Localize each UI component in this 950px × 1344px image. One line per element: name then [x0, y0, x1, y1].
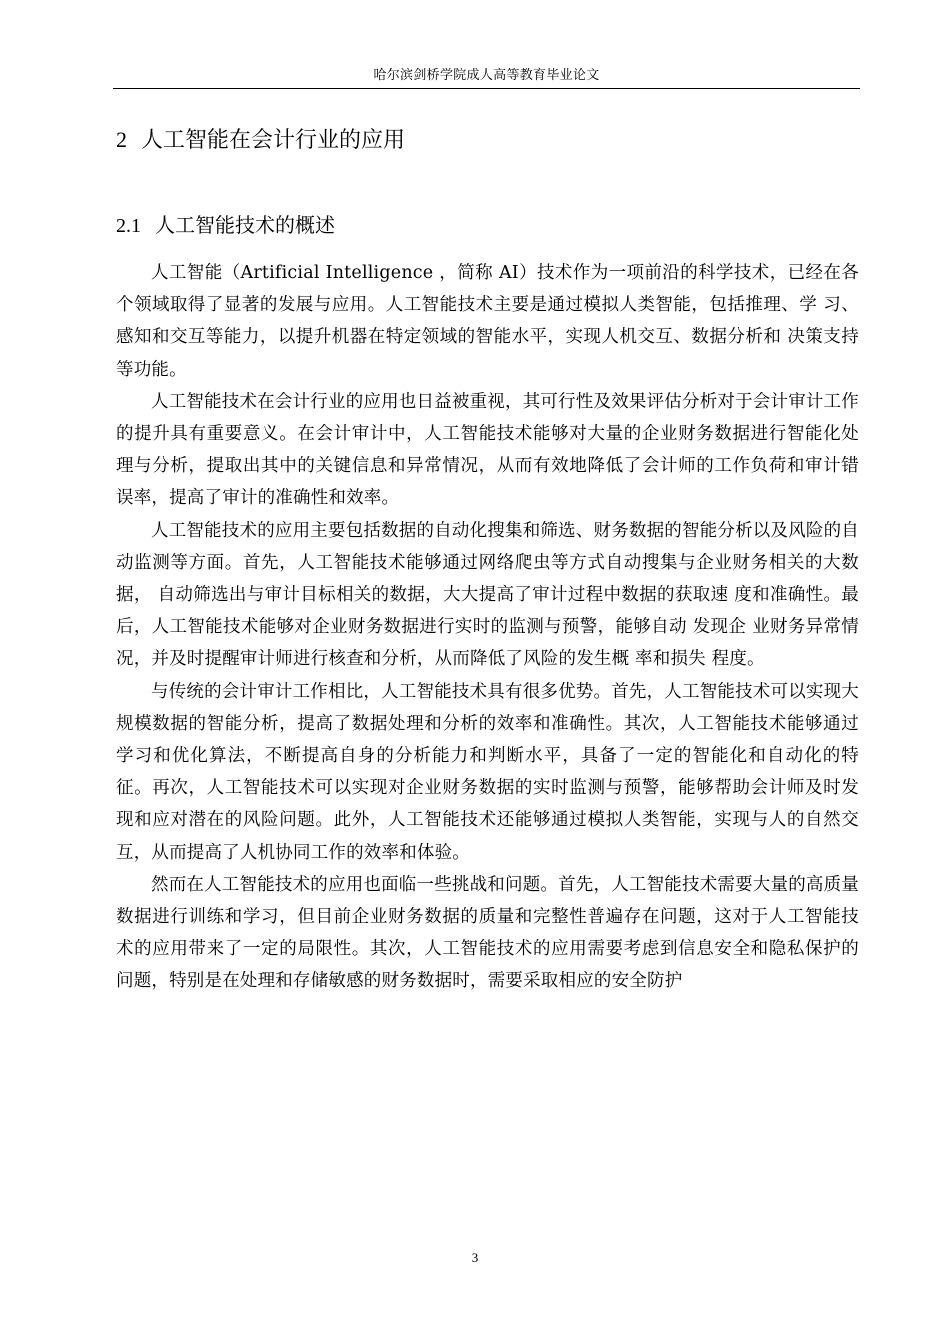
paragraph: 人工智能（Artificial Intelligence ，简称 AI）技术作为一项前沿的科学技术，已经在各 个领域取得了显著的发展与应用。人工智能技术主要是通过模拟人类智能，包括推理、学 习、感知和交互等能力，以提升机器在特定领域的智能水平，实现人机交互、数据分析和 决策支持等功能。 — [116, 263, 859, 380]
paragraph: 然而在人工智能技术的应用也面临一些挑战和问题。首先，人工智能技术需要大量的高质量数据进行训练和学习，但目前企业财务数据的质量和完整性普遍存在问题，这对于人工智能技术的应用带来了一定的局限性。其次，人工智能技术的应用需要考虑到信息安全和隐私保护的问题，特别是在处理和存储敏感的财务数据时，需要采取相应的安全防护 — [116, 874, 859, 992]
section-title: 人工智能技术的概述 — [155, 213, 335, 237]
chapter-heading — [116, 124, 405, 157]
body-text — [116, 257, 859, 998]
paragraph: 人工智能技术在会计行业的应用也日益被重视，其可行性及效果评估分析对于会计审计工作的提升具有重要意义。在会计审计中，人工智能技术能够对大量的企业财务数据进行智能化处理与分析，提取出其中的关键信息和异常情况，从而有效地降低了会计师的工作负荷和审计错误率，提高了审计的准确性和效率。 — [116, 391, 859, 509]
paragraph: 与传统的会计审计工作相比，人工智能技术具有很多优势。首先，人工智能技术可以实现大规模数据的智能分析，提高了数据处理和分析的效率和准确性。其次，人工智能技术能够通过学习和优化算法，不断提高自身的分析能力和判断水平，具备了一定的智能化和自动化的特征。再次，人工智能技术可以实现对企业财务数据的实时监测与预警，能够帮助会计师及时发现和应对潜在的风险问题。此外，人工智能技术还能够通过模拟人类智能，实现与人的自然交互，从而提高了人机协同工作的效率和体验。 — [116, 681, 859, 863]
running-header: 哈尔滨剑桥学院成人高等教育毕业论文 — [373, 68, 600, 83]
chapter-title: 人工智能在会计行业的应用 — [141, 128, 406, 153]
page-number: 3 — [471, 1250, 479, 1265]
section-heading — [116, 210, 335, 241]
paragraph: 人工智能技术的应用主要包括数据的自动化搜集和筛选、财务数据的智能分析以及风险的自动监测等方面。首先，人工智能技术能够通过网络爬虫等方式自动搜集与企业财务相关的大数据， 自动筛选出与审计目标相关的数据，大大提高了审计过程中数据的获取速 度和准确性。最后，人工智能技术能够对企业财务数据进行实时的监测与预警，能够自动 发现企 业财务异常情况，并及时提醒审计师进行核查和分析，从而降低了风险的发生概 率和损失 程度。 — [116, 520, 859, 670]
header-rule — [113, 88, 860, 89]
section-number: 2.1 — [116, 215, 141, 237]
chapter-number: 2 — [116, 127, 127, 152]
